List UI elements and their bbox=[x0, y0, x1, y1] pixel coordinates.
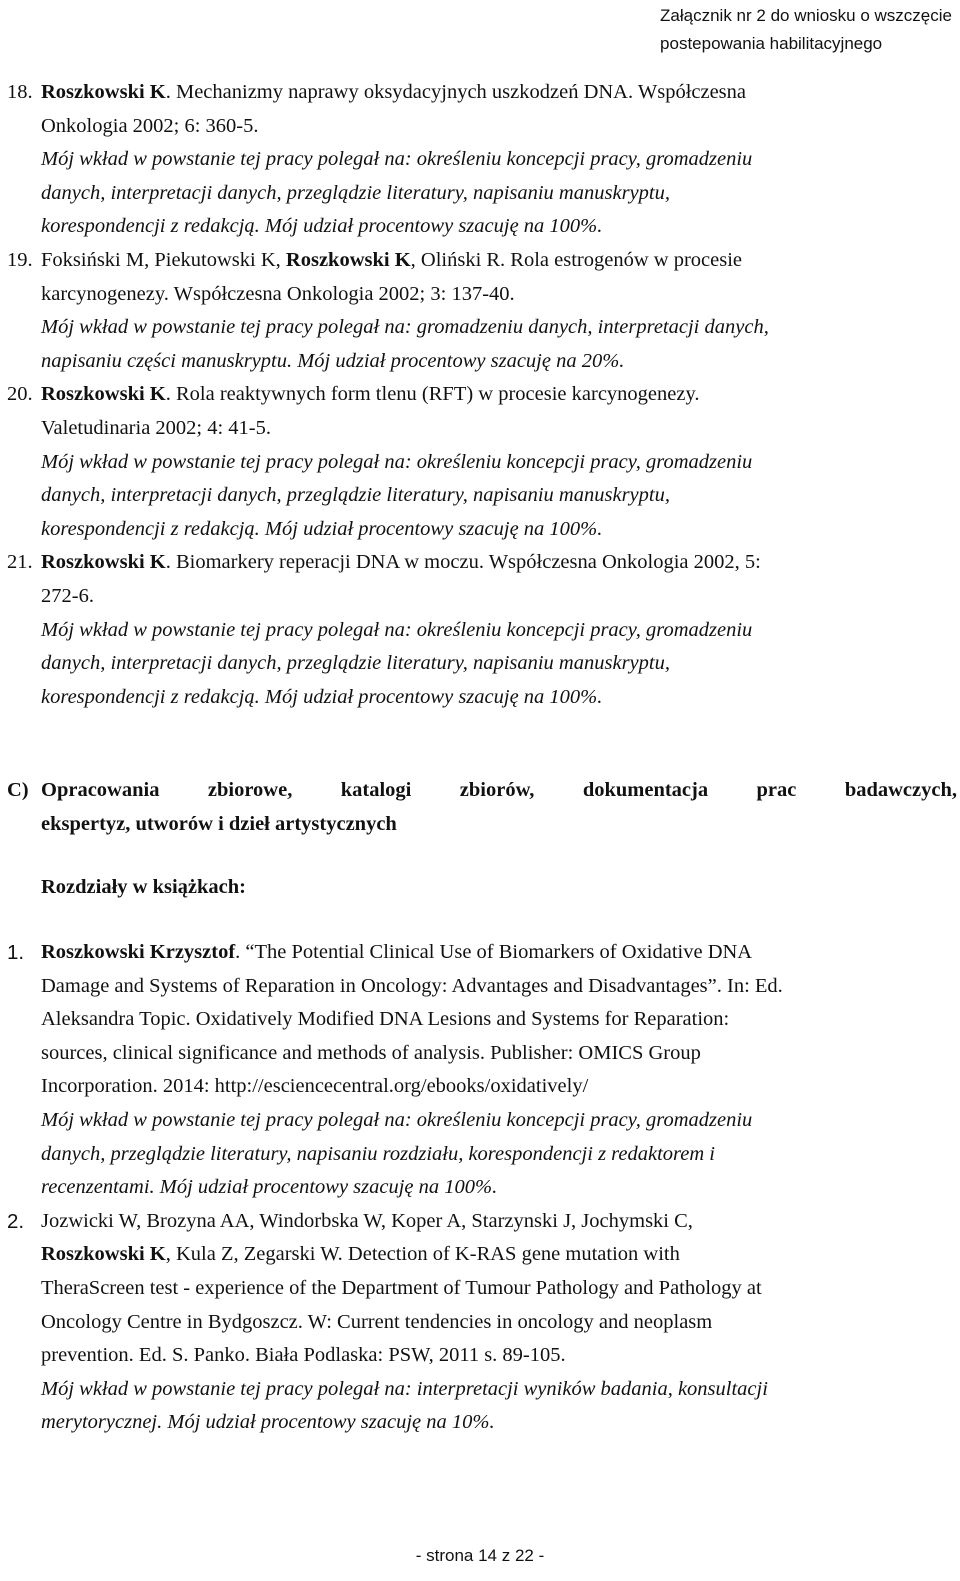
text-line bbox=[41, 110, 957, 144]
text-line bbox=[41, 244, 957, 278]
heading-word: prac bbox=[756, 779, 797, 802]
text-line bbox=[41, 311, 957, 345]
list-item-number: 1. bbox=[7, 941, 25, 965]
text-line bbox=[41, 278, 957, 312]
section-label: C) bbox=[7, 779, 29, 802]
text-segment: Jozwicki W, Brozyna AA, Windorbska W, Koper A, Starzynski J, Jochymski C, bbox=[41, 1209, 693, 1232]
list-item bbox=[7, 1205, 957, 1440]
list-item-number: 2. bbox=[7, 1209, 25, 1233]
text-line bbox=[41, 1306, 957, 1340]
text-line bbox=[41, 345, 957, 379]
text-line bbox=[41, 177, 957, 211]
text-segment: . “The Potential Clinical Use of Biomarkers of Oxidative DNA bbox=[235, 941, 753, 964]
section-c-line-1 bbox=[41, 774, 957, 808]
publication-list bbox=[7, 76, 957, 714]
contribution-text: Mój wkład w powstanie tej pracy polegał na: interpretacji wyników badania, konsultacji bbox=[41, 1377, 768, 1400]
text-line bbox=[41, 210, 957, 244]
text-line bbox=[41, 143, 957, 177]
text-line bbox=[41, 1037, 957, 1071]
text-segment: Damage and Systems of Reparation in Oncology: Advantages and Disadvantages”. In: Ed. bbox=[41, 974, 783, 997]
list-item bbox=[7, 546, 957, 714]
text-line bbox=[41, 970, 957, 1004]
text-segment: prevention. Ed. S. Panko. Biała Podlaska: PSW, 2011 s. 89-105. bbox=[41, 1344, 566, 1367]
text-segment: Foksiński M, Piekutowski K, bbox=[41, 248, 286, 271]
text-line bbox=[41, 1138, 957, 1172]
text-line bbox=[41, 412, 957, 446]
contribution-text: Mój wkład w powstanie tej pracy polegał na: gromadzeniu danych, interpretacji danych, bbox=[41, 316, 769, 339]
text-line bbox=[41, 1003, 957, 1037]
subheading-book-chapters: Rozdziały w książkach: bbox=[41, 876, 246, 899]
list-item bbox=[7, 244, 957, 378]
contribution-text: merytorycznej. Mój udział procentowy szacuję na 10%. bbox=[41, 1411, 495, 1434]
text-line bbox=[41, 936, 957, 970]
text-segment: . Mechanizmy naprawy oksydacyjnych uszkodzeń DNA. Współczesna bbox=[165, 81, 747, 103]
text-segment: . Rola reaktywnych form tlenu (RFT) w procesie karcynogenezy. bbox=[165, 383, 700, 406]
contribution-text: danych, interpretacji danych, przeglądzie literatury, napisaniu manuskryptu, bbox=[41, 181, 670, 204]
text-line bbox=[41, 1373, 957, 1407]
author-highlight: Roszkowski K bbox=[41, 1243, 166, 1266]
text-line bbox=[41, 580, 957, 614]
text-segment: Valetudinaria 2002; 4: 41-5. bbox=[41, 416, 272, 439]
text-segment: karcynogenezy. Współczesna Onkologia 2002; 3: 137-40. bbox=[41, 282, 515, 305]
heading-word: katalogi bbox=[340, 779, 412, 802]
contribution-text: Mój wkład w powstanie tej pracy polegał na: określeniu koncepcji pracy, gromadzeniu bbox=[41, 618, 753, 641]
list-item-number: 19. bbox=[7, 248, 33, 271]
text-line bbox=[41, 546, 957, 580]
text-segment: Aleksandra Topic. Oxidatively Modified DNA Lesions and Systems for Reparation: bbox=[41, 1008, 730, 1031]
text-line bbox=[41, 647, 957, 681]
text-line bbox=[41, 76, 957, 110]
list-item-number: 18. bbox=[7, 81, 33, 103]
header-line-1: Załącznik nr 2 do wniosku o wszczęcie bbox=[660, 6, 952, 25]
page-header bbox=[660, 2, 952, 58]
text-segment: , Oliński R. Rola estrogenów w procesie bbox=[410, 248, 743, 271]
contribution-text: danych, przeglądzie literatury, napisaniu rozdziału, korespondencji z redaktorem i bbox=[41, 1142, 715, 1165]
list-item bbox=[7, 76, 957, 244]
contribution-text: napisaniu części manuskryptu. Mój udział procentowy szacuję na 20%. bbox=[41, 349, 625, 372]
author-highlight: Roszkowski K bbox=[41, 551, 166, 574]
author-highlight: Roszkowski K bbox=[285, 248, 411, 271]
section-c-line-2: ekspertyz, utworów i dzieł artystycznych bbox=[41, 812, 397, 835]
book-chapter-list bbox=[7, 936, 957, 1440]
text-line bbox=[41, 1406, 957, 1440]
list-item bbox=[7, 936, 957, 1205]
heading-word: Opracowania bbox=[41, 779, 160, 802]
text-line bbox=[41, 378, 957, 412]
text-line bbox=[41, 479, 957, 513]
heading-word: zbiorowe, bbox=[207, 779, 293, 802]
text-line bbox=[41, 1171, 957, 1205]
author-highlight: Roszkowski Krzysztof bbox=[41, 941, 236, 964]
text-segment: 272-6. bbox=[41, 584, 94, 607]
text-segment: , Kula Z, Zegarski W. Detection of K-RAS gene mutation with bbox=[165, 1243, 680, 1266]
contribution-text: Mój wkład w powstanie tej pracy polegał na: określeniu koncepcji pracy, gromadzeniu bbox=[41, 1109, 753, 1132]
text-line bbox=[41, 446, 957, 480]
contribution-text: Mój wkład w powstanie tej pracy polegał na: określeniu koncepcji pracy, gromadzeniu bbox=[41, 148, 753, 171]
heading-word: badawczych, bbox=[844, 779, 957, 802]
text-line bbox=[41, 614, 957, 648]
text-line bbox=[41, 513, 957, 547]
text-line bbox=[41, 1272, 957, 1306]
text-segment: Onkologia 2002; 6: 360-5. bbox=[41, 114, 259, 137]
page-footer: - strona 14 z 22 - bbox=[415, 1546, 545, 1565]
contribution-text: korespondencji z redakcją. Mój udział procentowy szacuję na 100%. bbox=[41, 517, 603, 540]
list-item-number: 21. bbox=[7, 551, 33, 574]
text-segment: sources, clinical significance and methods of analysis. Publisher: OMICS Group bbox=[41, 1041, 701, 1064]
text-segment: Incorporation. 2014: http://esciencecentral.org/ebooks/oxidatively/ bbox=[41, 1075, 589, 1098]
text-line bbox=[41, 1339, 957, 1373]
header-line-2: postepowania habilitacyjnego bbox=[660, 34, 883, 53]
text-segment: . Biomarkery reperacji DNA w moczu. Współczesna Onkologia 2002, 5: bbox=[165, 551, 761, 574]
text-line bbox=[41, 1205, 957, 1239]
text-segment: TheraScreen test - experience of the Department of Tumour Pathology and Pathology at bbox=[41, 1277, 762, 1299]
author-highlight: Roszkowski K bbox=[41, 383, 166, 406]
heading-word: zbiorów, bbox=[459, 779, 535, 802]
author-highlight: Roszkowski K bbox=[41, 81, 166, 103]
contribution-text: korespondencji z redakcją. Mój udział procentowy szacuję na 100%. bbox=[41, 215, 603, 238]
document-body bbox=[7, 76, 957, 1440]
text-segment: Oncology Centre in Bydgoszcz. W: Current tendencies in oncology and neoplasm bbox=[41, 1310, 713, 1333]
list-item bbox=[7, 378, 957, 546]
contribution-text: korespondencji z redakcją. Mój udział procentowy szacuję na 100%. bbox=[41, 685, 603, 708]
text-line bbox=[41, 681, 957, 715]
text-line bbox=[41, 1070, 957, 1104]
contribution-text: danych, interpretacji danych, przeglądzie literatury, napisaniu manuskryptu, bbox=[41, 484, 670, 507]
contribution-text: recenzentami. Mój udział procentowy szacuję na 100%. bbox=[41, 1176, 498, 1199]
section-c-heading bbox=[7, 774, 957, 841]
contribution-text: Mój wkład w powstanie tej pracy polegał na: określeniu koncepcji pracy, gromadzeniu bbox=[41, 450, 753, 473]
heading-word: dokumentacja bbox=[582, 779, 709, 802]
list-item-number: 20. bbox=[7, 383, 33, 406]
text-line bbox=[41, 1104, 957, 1138]
text-line bbox=[41, 1238, 957, 1272]
contribution-text: danych, interpretacji danych, przeglądzie literatury, napisaniu manuskryptu, bbox=[41, 652, 670, 675]
